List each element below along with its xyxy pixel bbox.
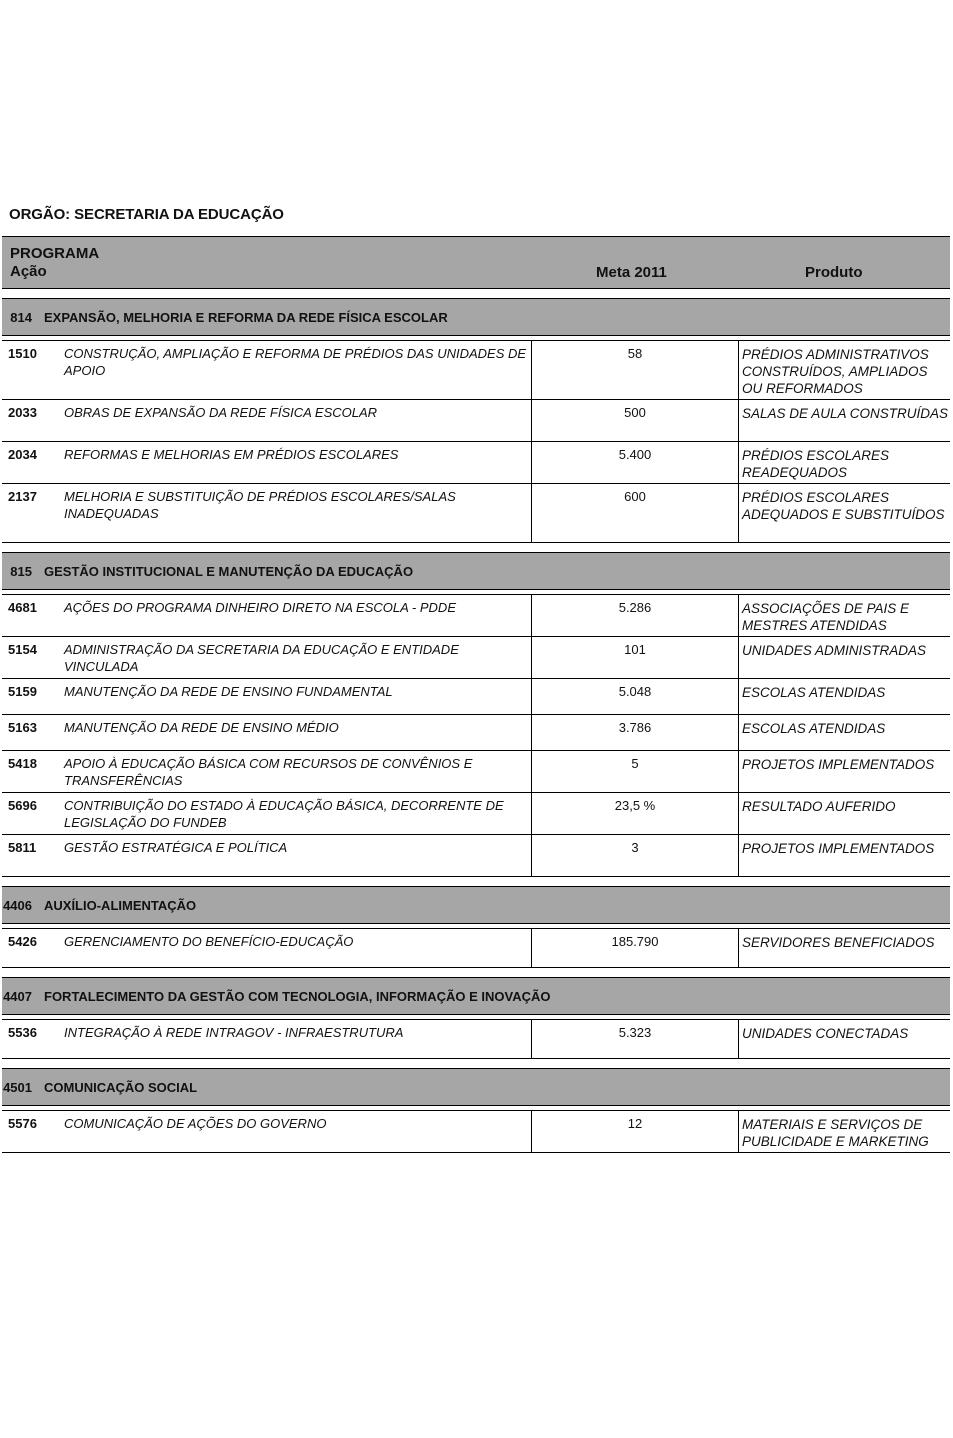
action-code: 5811 [8,840,37,855]
action-code: 5426 [8,934,37,949]
table-row [2,929,950,967]
table-row [2,714,950,750]
action-code: 5154 [8,642,37,657]
product: ESCOLAS ATENDIDAS [742,685,886,700]
product: PRÉDIOS ESCOLARES READEQUADOS [742,448,890,480]
action-description: REFORMAS E MELHORIAS EM PRÉDIOS ESCOLARES [62,442,532,483]
program-table [2,236,950,1153]
table-row [2,792,950,834]
action-description: GESTÃO ESTRATÉGICA E POLÍTICA [62,835,532,876]
column-header-programa-acao [10,245,99,281]
product: ASSOCIAÇÕES DE PAIS E MESTRES ATENDIDAS [742,601,910,633]
action-description: MELHORIA E SUBSTITUIÇÃO DE PRÉDIOS ESCOLARES/SALAS INADEQUADAS [62,484,532,542]
program-title: COMUNICAÇÃO SOCIAL [44,1079,198,1095]
action-description: CONTRIBUIÇÃO DO ESTADO À EDUCAÇÃO BÁSICA, DECORRENTE DE LEGISLAÇÃO DO FUNDEB [62,793,532,834]
action-code: 2034 [8,447,37,462]
meta-value: 5.323 [532,1020,739,1058]
action-code: 5159 [8,684,37,699]
program-title: GESTÃO INSTITUCIONAL E MANUTENÇÃO DA EDUCAÇÃO [44,563,414,579]
action-description: CONSTRUÇÃO, AMPLIAÇÃO E REFORMA DE PRÉDIOS DAS UNIDADES DE APOIO [62,341,532,399]
column-header-programa: PROGRAMA [10,245,100,262]
product: PRÉDIOS ADMINISTRATIVOS CONSTRUÍDOS, AMPLIADOS OU REFORMADOS [742,347,929,396]
action-code: 2137 [8,489,37,504]
action-code: 5163 [8,720,37,735]
product: SERVIDORES BENEFICIADOS [742,935,935,950]
meta-value: 5.048 [532,679,739,714]
action-code: 5418 [8,756,37,771]
product: PROJETOS IMPLEMENTADOS [742,757,935,772]
column-header-acao: Ação [10,263,47,280]
action-code: 4681 [8,600,37,615]
action-rows [2,928,950,968]
table-row [2,595,950,636]
action-description: COMUNICAÇÃO DE AÇÕES DO GOVERNO [62,1111,532,1152]
meta-value: 23,5 % [532,793,739,834]
action-rows [2,594,950,877]
product: ESCOLAS ATENDIDAS [742,721,886,736]
program-section [2,552,950,877]
table-row [2,750,950,792]
action-description: ADMINISTRAÇÃO DA SECRETARIA DA EDUCAÇÃO E ENTIDADE VINCULADA [62,637,532,678]
product: UNIDADES ADMINISTRADAS [742,643,927,658]
action-code: 1510 [8,346,37,361]
table-row [2,483,950,542]
program-code: 4406 [3,897,32,913]
column-header-produto: Produto [805,264,863,281]
program-header [2,886,950,924]
action-description: OBRAS DE EXPANSÃO DA REDE FÍSICA ESCOLAR [62,400,532,441]
table-row [2,341,950,399]
meta-value: 500 [532,400,739,441]
org-title: ORGÃO: SECRETARIA DA EDUCAÇÃO [9,206,284,223]
program-code: 814 [10,309,32,325]
action-description: MANUTENÇÃO DA REDE DE ENSINO MÉDIO [62,715,532,750]
meta-value: 5 [532,751,739,792]
action-code: 2033 [8,405,37,420]
action-description: APOIO À EDUCAÇÃO BÁSICA COM RECURSOS DE CONVÊNIOS E TRANSFERÊNCIAS [62,751,532,792]
table-row [2,834,950,876]
meta-value: 58 [532,341,739,399]
table-row [2,1020,950,1058]
meta-value: 185.790 [532,929,739,967]
meta-value: 5.286 [532,595,739,636]
meta-value: 12 [532,1111,739,1152]
column-header [2,236,950,289]
program-title: EXPANSÃO, MELHORIA E REFORMA DA REDE FÍSICA ESCOLAR [44,309,448,325]
meta-value: 3 [532,835,739,876]
action-description: AÇÕES DO PROGRAMA DINHEIRO DIRETO NA ESCOLA - PDDE [62,595,532,636]
program-section [2,298,950,543]
column-header-meta: Meta 2011 [596,264,667,281]
action-code: 5576 [8,1116,37,1131]
action-code: 5536 [8,1025,37,1040]
program-title: FORTALECIMENTO DA GESTÃO COM TECNOLOGIA, INFORMAÇÃO E INOVAÇÃO [44,988,551,1004]
table-row [2,441,950,483]
product: PRÉDIOS ESCOLARES ADEQUADOS E SUBSTITUÍDOS [742,490,945,522]
product: PROJETOS IMPLEMENTADOS [742,841,935,856]
program-header [2,977,950,1015]
program-header [2,1068,950,1106]
program-section [2,977,950,1059]
table-row [2,636,950,678]
action-rows [2,1110,950,1153]
program-section [2,886,950,968]
action-description: INTEGRAÇÃO À REDE INTRAGOV - INFRAESTRUTURA [62,1020,532,1058]
action-description: GERENCIAMENTO DO BENEFÍCIO-EDUCAÇÃO [62,929,532,967]
meta-value: 101 [532,637,739,678]
table-row [2,399,950,441]
action-code: 5696 [8,798,37,813]
action-rows [2,340,950,543]
meta-value: 600 [532,484,739,542]
program-header [2,552,950,590]
product: MATERIAIS E SERVIÇOS DE PUBLICIDADE E MARKETING [742,1117,929,1149]
program-code: 4501 [3,1079,32,1095]
action-description: MANUTENÇÃO DA REDE DE ENSINO FUNDAMENTAL [62,679,532,714]
program-header [2,298,950,336]
sections-container [2,298,950,1153]
meta-value: 5.400 [532,442,739,483]
program-code: 4407 [3,988,32,1004]
meta-value: 3.786 [532,715,739,750]
product: RESULTADO AUFERIDO [742,799,896,814]
table-row [2,678,950,714]
product: UNIDADES CONECTADAS [742,1026,909,1041]
program-section [2,1068,950,1153]
product: SALAS DE AULA CONSTRUÍDAS [742,406,949,421]
table-row [2,1111,950,1152]
program-code: 815 [10,563,32,579]
program-title: AUXÍLIO-ALIMENTAÇÃO [44,897,197,913]
action-rows [2,1019,950,1059]
